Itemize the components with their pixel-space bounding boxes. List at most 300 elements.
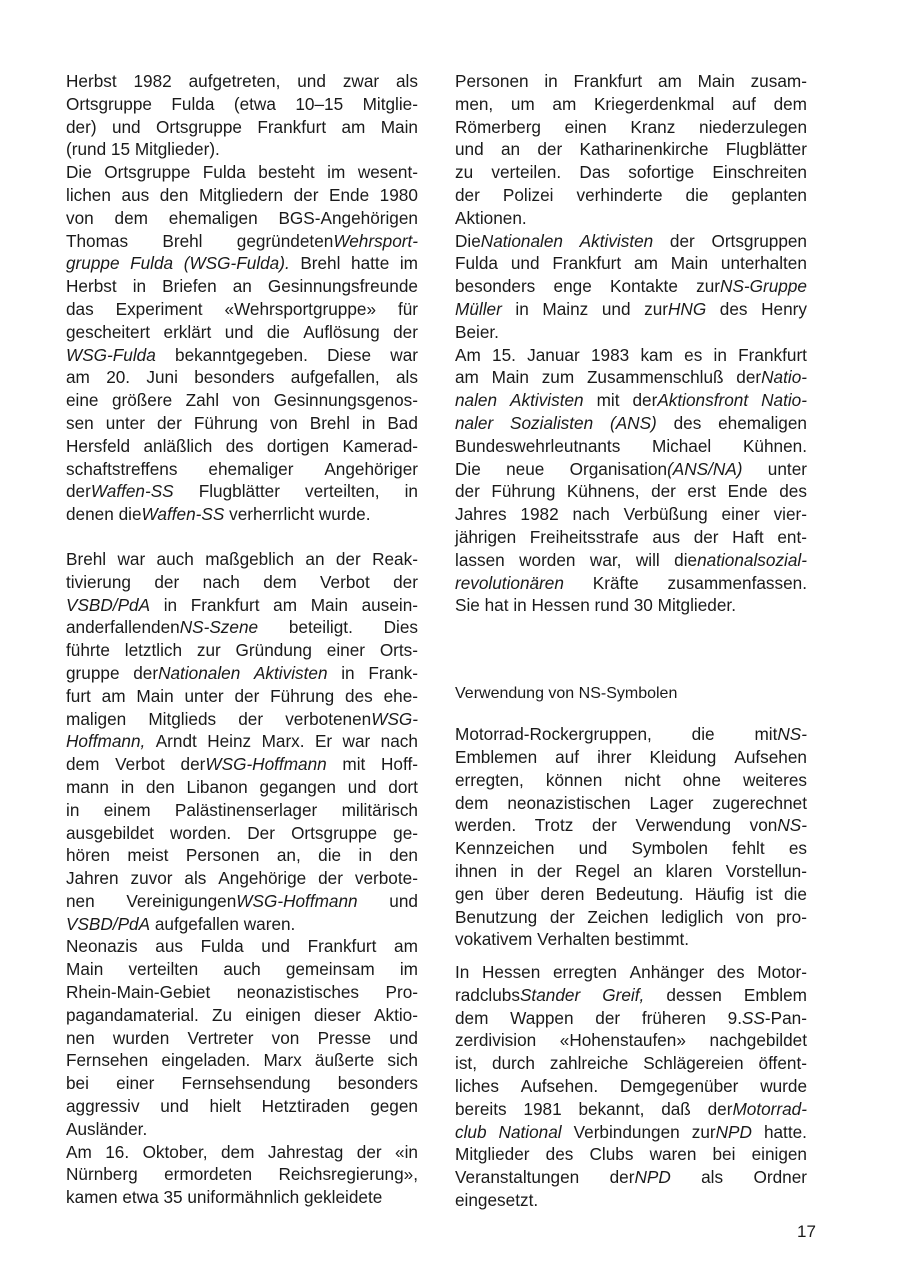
word: Neonazis [66, 936, 138, 957]
word: Lager [649, 792, 694, 813]
word: ehemaligen [718, 412, 807, 433]
word: tivierung [66, 571, 131, 592]
word: bestimmt. [614, 929, 690, 950]
word: dieWaffen-SS [118, 504, 225, 525]
word: nicht [624, 769, 661, 790]
word: Brehl [162, 230, 203, 251]
word: Nürnberg [66, 1164, 138, 1185]
paragraph [455, 70, 807, 230]
word: am [66, 367, 90, 388]
word: nachgebildet [709, 1030, 807, 1051]
word: gekleidete [303, 1187, 383, 1208]
word: zum [541, 367, 575, 388]
word: anderfallendenNS-Szene [66, 617, 259, 638]
word: Juni [146, 367, 178, 388]
text-line [66, 1186, 418, 1209]
word: des [673, 412, 702, 433]
word: und [111, 116, 141, 137]
word: am [455, 367, 479, 388]
word: in [510, 860, 524, 881]
word: besonders [455, 276, 536, 297]
text-line [455, 1007, 807, 1030]
text-line [455, 480, 807, 503]
word: schaftstreffens [66, 458, 178, 479]
word: Sozialisten [510, 412, 594, 433]
word: Palästinenserlager [174, 799, 318, 820]
word: der [455, 184, 480, 205]
word: der [651, 481, 676, 502]
word: Freiheitsstrafe [529, 526, 639, 547]
paragraph [66, 548, 418, 936]
word: aus [155, 936, 184, 957]
word: besteht [258, 162, 315, 183]
word: als [701, 1167, 724, 1188]
word: Frankfurt [552, 253, 622, 274]
word: WSG-Fulda [66, 344, 156, 365]
word: an [500, 139, 521, 160]
word: erklärt [163, 321, 212, 342]
word: der [455, 481, 480, 502]
text-line [66, 344, 418, 367]
word: Verbot [115, 754, 165, 775]
word: furt [66, 685, 91, 706]
word: am [341, 116, 366, 137]
word: Kräfte [592, 572, 639, 593]
word: derAktionsfront [632, 390, 749, 411]
word: Brehl [66, 548, 107, 569]
word: ihrer [597, 746, 632, 767]
word: unter [105, 412, 145, 433]
word: Bundeswehrleutnants [455, 435, 621, 456]
text-line [455, 1029, 807, 1052]
word: gegen [370, 1096, 418, 1117]
word: waren. [243, 913, 296, 934]
word: Angehörige [218, 868, 307, 889]
word: es [684, 344, 703, 365]
word: Ordner [753, 1167, 807, 1188]
text-line [455, 1098, 807, 1121]
word: worden [519, 549, 576, 570]
word: neonazistisches [236, 982, 360, 1003]
word: Kranz [630, 116, 676, 137]
text-line [66, 184, 418, 207]
text-line [66, 1004, 418, 1027]
word: Kontakte [610, 276, 678, 297]
word: Oktober, [142, 1141, 208, 1162]
word: 1982 [520, 504, 559, 525]
word: derWaffen-SS [66, 481, 174, 502]
text-line [66, 662, 418, 685]
text-line [455, 366, 807, 389]
text-line [66, 389, 418, 412]
word: aufgefallen, [290, 367, 380, 388]
word: Main [310, 594, 348, 615]
word: der [393, 321, 418, 342]
word: einer [116, 1073, 155, 1094]
word: der [356, 1141, 382, 1162]
word: Hessen [531, 595, 590, 616]
word: ehemaliger [208, 458, 294, 479]
word: 10–15 [295, 93, 344, 114]
word: Thomas [66, 230, 129, 251]
word: der [669, 230, 695, 251]
word: Frankfurt [190, 594, 260, 615]
word: den [146, 776, 175, 797]
text-line [455, 298, 807, 321]
text-line [66, 298, 418, 321]
word: öffent- [758, 1053, 807, 1074]
word: besonders [194, 367, 275, 388]
word: Schlägereien [643, 1053, 744, 1074]
word: 15. [492, 344, 516, 365]
word: Zu [212, 1004, 233, 1025]
text-line [455, 883, 807, 906]
text-line [66, 799, 418, 822]
word: Zusammenschluß [586, 367, 724, 388]
text-line [455, 412, 807, 435]
word: sich [387, 1050, 418, 1071]
word: 1983 [590, 344, 630, 365]
word: bereits [455, 1098, 507, 1119]
word: die [266, 321, 290, 342]
text-line [455, 70, 807, 93]
word: VSBD/PdA [66, 913, 151, 934]
word: Briefen [162, 276, 217, 297]
word: in [341, 662, 355, 683]
section-gap [455, 617, 807, 683]
word: liches [455, 1076, 499, 1097]
word: kam [640, 344, 673, 365]
word: mit [596, 390, 620, 411]
word: Der [247, 822, 275, 843]
word: «Hohenstaufen» [559, 1030, 686, 1051]
word: «in [395, 1141, 418, 1162]
text-line [66, 890, 418, 913]
word: denen [66, 504, 114, 525]
text-line [66, 639, 418, 662]
word: zahlreiche [549, 1053, 629, 1074]
word: besonders [337, 1073, 418, 1094]
word: Fulda [455, 253, 498, 274]
word: zurNS-Gruppe [696, 276, 807, 297]
word: des [719, 298, 748, 319]
word: nach [380, 731, 418, 752]
text-line [66, 616, 418, 639]
text-line [66, 93, 418, 116]
word: men, [455, 93, 494, 114]
word: VSBD/PdA [66, 594, 151, 615]
word: von [232, 390, 261, 411]
word: war [390, 344, 418, 365]
word: (ANS) [609, 412, 657, 433]
word: der [549, 906, 575, 927]
word: in [361, 412, 376, 433]
word: Gründung [235, 640, 312, 661]
word: bekannt, [578, 1098, 645, 1119]
word: dortigen [266, 435, 330, 456]
word: Aktivisten [253, 662, 328, 683]
word: am [634, 253, 658, 274]
word: äußerte [314, 1050, 375, 1071]
word: VereinigungenWSG-Hoffmann [126, 890, 358, 911]
word: lediglich [661, 906, 724, 927]
text-line [455, 252, 807, 275]
word: der [693, 526, 719, 547]
word: enge [553, 276, 592, 297]
word: und [510, 253, 540, 274]
text-line [66, 685, 418, 708]
text-line [66, 935, 418, 958]
word: Gesinnungsgenos- [273, 390, 418, 411]
word: aggressiv [66, 1096, 140, 1117]
word: ihnen [455, 860, 498, 881]
word: einigen [751, 1144, 807, 1165]
word: in [358, 845, 372, 866]
word: 30 [633, 595, 653, 616]
word: auf [732, 93, 756, 114]
word: unterhalten [720, 253, 807, 274]
word: derWSG-Hoffmann [180, 754, 327, 775]
word: Brehl [309, 412, 350, 433]
word: Hoffmann, [66, 731, 146, 752]
word: zurHNG [644, 298, 707, 319]
word: verbotenenWSG- [285, 708, 418, 729]
text-line [66, 753, 418, 776]
word: Herbst [66, 276, 117, 297]
word: dieser [313, 1004, 361, 1025]
text-line [455, 723, 807, 746]
word: zur [196, 640, 221, 661]
word: «Wehrsportgruppe» [224, 298, 377, 319]
word: dem [773, 93, 807, 114]
word: Clubs [589, 1144, 634, 1165]
word: im [399, 253, 418, 274]
word: Experiment [115, 298, 203, 319]
word: Fernsehen [66, 1050, 149, 1071]
word: zerdivision [455, 1030, 537, 1051]
text-line [455, 526, 807, 549]
word: war [342, 731, 371, 752]
word: nen [66, 890, 95, 911]
word: über [494, 883, 530, 904]
word: Fernsehsendung [181, 1073, 311, 1094]
text-line [66, 1095, 418, 1118]
word: verteilten, [305, 481, 380, 502]
word: Römerberg [455, 116, 541, 137]
word: und [347, 776, 377, 797]
word: als [395, 367, 418, 388]
text-line [66, 412, 418, 435]
word: jährigen [455, 526, 517, 547]
word: lichen [66, 184, 111, 205]
text-line [455, 549, 807, 572]
word: das [66, 298, 94, 319]
word: verbote- [354, 868, 418, 889]
word: Main [491, 367, 529, 388]
word: wurde. [318, 504, 371, 525]
word: worden. [170, 822, 232, 843]
word: die [318, 845, 342, 866]
word: Libanon [186, 776, 248, 797]
word: an, [276, 845, 301, 866]
text-line [455, 321, 807, 344]
word: Aktivisten [579, 230, 654, 251]
text-line [455, 860, 807, 883]
word: und [224, 321, 254, 342]
word: Jahrestag [267, 1141, 344, 1162]
word: der [157, 412, 182, 433]
text-line [455, 458, 807, 481]
word: ehemaligen [168, 207, 258, 228]
word: Vorstellun- [725, 860, 807, 881]
word: gruppe [66, 662, 120, 683]
word: Ende [727, 481, 768, 502]
word: und [578, 838, 608, 859]
word: am [101, 685, 126, 706]
text-line [455, 1189, 807, 1212]
word: Benutzung [455, 906, 538, 927]
word: hielt [209, 1096, 242, 1117]
word: Emblem [743, 984, 807, 1005]
word: dienationalsozial- [674, 549, 807, 570]
word: vokativem [455, 929, 533, 950]
word: ist [755, 883, 773, 904]
word: Ortsgruppe [66, 93, 152, 114]
word: der [537, 139, 563, 160]
word: zusam- [750, 71, 807, 91]
word: und [455, 139, 484, 160]
text-line [66, 708, 418, 731]
word: durch [491, 1053, 535, 1074]
word: wurde [760, 1076, 807, 1097]
word: von [269, 412, 298, 433]
word: revolutionären [455, 572, 564, 593]
text-line [66, 594, 418, 617]
word: Diese [327, 344, 372, 365]
word: Motorrad-Rockergruppen, [455, 724, 652, 745]
word: Heinz [207, 731, 252, 752]
word: wesent- [357, 162, 418, 183]
word: (etwa [233, 93, 276, 114]
word: in [515, 298, 529, 319]
word: einer [721, 504, 760, 525]
word: dem [455, 1007, 489, 1028]
word: (WSG-Fulda). [183, 253, 290, 274]
word: als [395, 71, 418, 91]
word: nach [202, 571, 240, 592]
word: hat [484, 595, 509, 616]
word: derNationalen [133, 662, 241, 683]
word: rund [594, 595, 629, 616]
text-line [455, 792, 807, 815]
text-line [455, 814, 807, 837]
word: zuvor [130, 868, 173, 889]
word: Frank- [368, 662, 418, 683]
word: 1982 [133, 71, 172, 91]
word: ohne [682, 769, 721, 790]
word: waren [649, 1144, 697, 1165]
word: und [160, 1096, 189, 1117]
word: Häufig [694, 883, 745, 904]
paragraph [66, 935, 418, 1140]
word: zusammenfassen. [667, 572, 807, 593]
word: zurNPD [691, 1121, 752, 1142]
text-line [455, 503, 807, 526]
word: Mitglieder. [657, 595, 736, 616]
word: verhinderte [576, 184, 663, 205]
word: die [691, 724, 715, 745]
paragraph [66, 161, 418, 526]
word: Aktionen. [455, 207, 527, 228]
word: aus [121, 184, 150, 205]
word: erregten [552, 962, 617, 983]
word: aus [652, 526, 681, 547]
text-line [455, 435, 807, 458]
word: gescheitert [66, 321, 151, 342]
word: etwa [122, 1187, 159, 1208]
word: Beier. [455, 321, 499, 342]
word: Personen [185, 845, 260, 866]
word: meist [127, 845, 169, 866]
word: club [455, 1121, 487, 1142]
word: als [184, 868, 207, 889]
word: den [389, 845, 418, 866]
word: Vertreter [187, 1027, 254, 1048]
text-line [455, 184, 807, 207]
word: Verhalten [537, 929, 610, 950]
text-line [455, 594, 807, 617]
word: hatte [351, 253, 390, 274]
word: früheren [641, 1007, 706, 1028]
word: derMotorrad- [707, 1098, 807, 1119]
word: der [154, 571, 180, 592]
text-line [66, 867, 418, 890]
section-heading: Verwendung von NS-Symbolen [455, 685, 678, 703]
word: Wappen [510, 1007, 574, 1028]
word: gen [455, 883, 484, 904]
word: 35 [163, 1187, 183, 1208]
page-number: 17 [797, 1222, 816, 1241]
text-line [66, 548, 418, 571]
text-line [66, 116, 418, 139]
word: verherrlicht [229, 504, 315, 525]
word: maligen [66, 708, 127, 729]
word: 15 [110, 139, 131, 160]
word: dem [66, 754, 100, 775]
word: dem [114, 207, 148, 228]
word: Sie [455, 595, 480, 616]
word: Verbindungen [573, 1121, 680, 1142]
word: uniformähnlich [187, 1187, 300, 1208]
text-line [455, 1121, 807, 1144]
word: Presse [317, 1027, 372, 1048]
word: Rhein-Main-Gebiet [66, 982, 211, 1003]
word: bei [712, 1144, 736, 1165]
word: Ortsgruppe [104, 162, 191, 183]
word: Main [136, 685, 174, 706]
word: in [132, 276, 147, 297]
word: Verbüßung [623, 504, 708, 525]
word: Emblemen [455, 746, 538, 767]
word: Frankfurt [257, 116, 327, 137]
text-line [66, 1163, 418, 1186]
word: Reichsregierung», [278, 1164, 418, 1185]
word: Aufsehen [734, 746, 807, 767]
word: Führung [270, 685, 335, 706]
text-line [66, 321, 418, 344]
word: Die [66, 162, 92, 183]
word: Verbot [320, 571, 370, 592]
